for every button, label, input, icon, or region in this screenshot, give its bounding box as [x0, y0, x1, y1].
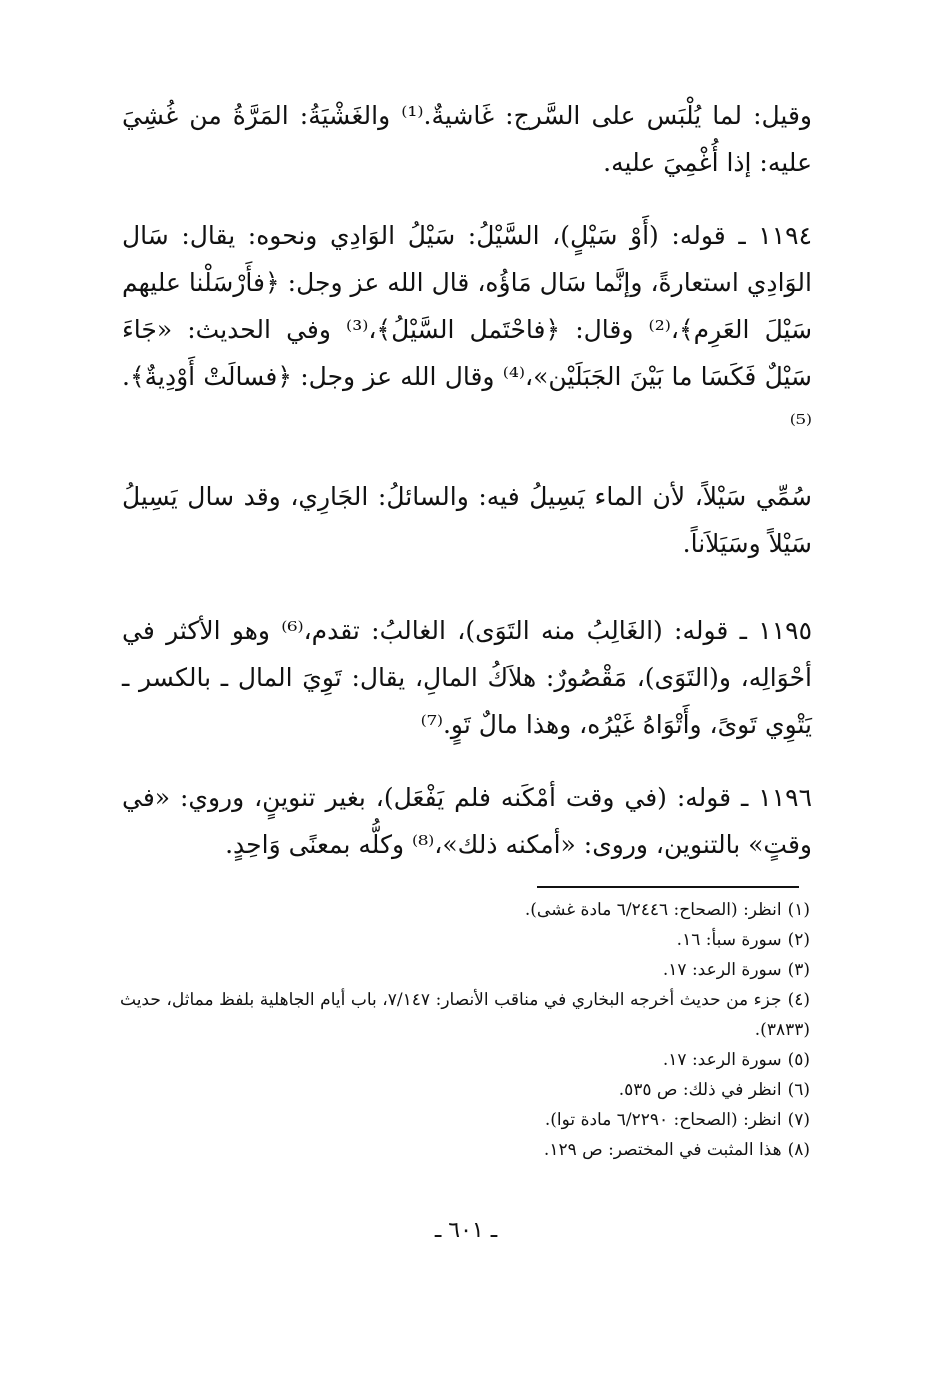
footnote-item	[120, 1075, 810, 1105]
footnote-text: انظر في ذلك: ص ٥٣٥.	[618, 1080, 782, 1100]
footnote-number: (١)	[787, 900, 810, 920]
footnote-text: سورة الرعد: ١٧.	[662, 1050, 782, 1070]
paragraph-1194: ١١٩٤ ـ قوله: (أَوْ سَيْلٍ)، السَّيْلُ: سَيْلُ الوَادِي ونحوه: يقال: سَال الوَادِي استعارةً، وإنَّما سَال مَاؤُه، قال الله عز وجل: ﴿فأَرْسَلْنا عليهم سَيْلَ العَرِم﴾،⁽²⁾ وقال: ﴿فاحْتَمل السَّيْلُ﴾،⁽³⁾ وفي الحديث: «جَاءَ سَيْلٌ فَكَسَا ما بَيْنَ الجَبَلَيْن»،⁽⁴⁾ وقال الله عز وجل: ﴿فسالَتْ أَوْدِيةٌ﴾.⁽⁵⁾	[122, 221, 813, 438]
footnote-divider	[537, 886, 799, 888]
footnote-text: انظر: (الصحاح: ٦/٢٤٤٦ مادة غشى).	[524, 900, 782, 920]
footnote-item	[120, 925, 810, 955]
footnote-item	[120, 1045, 810, 1075]
footnote-number: (٤)	[787, 990, 810, 1010]
paragraph-1195: ١١٩٥ ـ قوله: (الغَالِبُ منه التَوَى)، الغالبُ: تقدم،⁽⁶⁾ وهو الأكثر في أحْوَالِه، و(التَوَى)، مَقْصُورٌ: هلاَكُ المالِ، يقال: تَوِيَ المال ـ بالكسر ـ يَتْوِي تَوىً، وأَتْوَاهُ غَيْرُه، وهذا مالٌ تَوٍ.⁽⁷⁾	[122, 616, 812, 739]
paragraph-1196: ١١٩٦ ـ قوله: (في وقت أمْكَنه فلم يَفْعَل)، بغير تنوينٍ، وروي: «في وقتٍ» بالتنوين، وروى: «أمكنه ذلك»،⁽⁸⁾ وكلُّه بمعنًى وَاحِدٍ.	[122, 783, 812, 859]
paragraph-1: وقيل: لما يُلْبَس على السَّرج: غَاشيةٌ.⁽¹⁾ والغَشْيَةُ: المَرَّةُ من غُشِيَ عليه: إذا أُغْمِيَ عليه.	[122, 101, 812, 177]
footnote-number: (٨)	[787, 1140, 810, 1160]
footnote-text: انظر: (الصحاح: ٦/٢٢٩٠ مادة توا).	[544, 1110, 782, 1130]
footnote-number: (٧)	[787, 1110, 810, 1130]
footnote-item	[120, 1105, 810, 1135]
main-text	[122, 92, 812, 894]
footnote-number: (٢)	[787, 930, 810, 950]
footnote-item	[120, 985, 810, 1045]
footnote-text: سورة سبأ: ١٦.	[676, 930, 782, 950]
footnote-number: (٣)	[787, 960, 810, 980]
page-number: ـ ٦٠١ ـ	[434, 1218, 498, 1243]
footnote-text: هذا المثبت في المختصر: ص ١٢٩.	[543, 1140, 782, 1160]
footnote-number: (٥)	[787, 1050, 810, 1070]
footnote-item	[120, 1135, 810, 1165]
footnote-item	[120, 955, 810, 985]
paragraph-sayl: سُمِّي سَيْلاً، لأن الماء يَسِيلُ فيه: والسائلُ: الجَارِي، وقد سال يَسِيلُ سَيْلاً وسَيَلاَناً.	[122, 482, 812, 558]
footnote-number: (٦)	[787, 1080, 810, 1100]
footnote-text: جزء من حديث أخرجه البخاري في مناقب الأنصار: ٧/١٤٧، باب أيام الجاهلية بلفظ مماثل، حديث (٣٨٣٣).	[120, 990, 810, 1040]
footnote-text: سورة الرعد: ١٧.	[662, 960, 782, 980]
footnote-item	[120, 895, 810, 925]
footnotes-list	[120, 895, 810, 1165]
